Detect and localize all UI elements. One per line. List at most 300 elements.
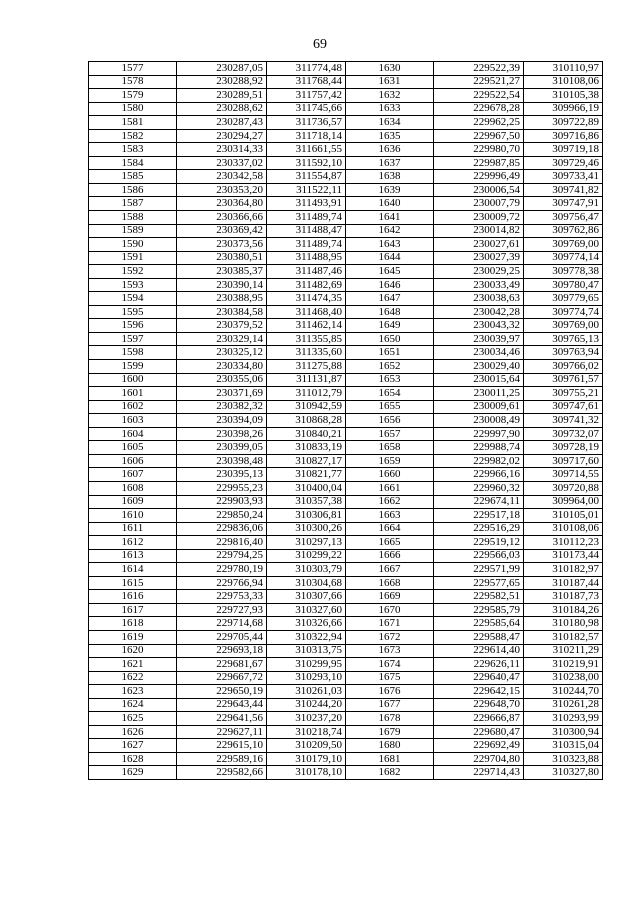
- y-coordinate-cell: 309769,00: [524, 238, 603, 252]
- y-coordinate-cell: 311745,66: [267, 102, 346, 116]
- y-coordinate-cell: 309733,41: [524, 170, 603, 184]
- point-number-cell: 1622: [89, 671, 177, 685]
- x-coordinate-cell: 230287,05: [177, 62, 267, 76]
- y-coordinate-cell: 309762,86: [524, 224, 603, 238]
- x-coordinate-cell: 230353,20: [177, 183, 267, 197]
- y-coordinate-cell: 309766,02: [524, 360, 603, 374]
- table-row: [89, 387, 603, 401]
- y-coordinate-cell: 310209,50: [267, 739, 346, 753]
- table-row: [89, 739, 603, 753]
- point-number-cell: 1648: [346, 305, 434, 319]
- y-coordinate-cell: 310261,28: [524, 698, 603, 712]
- point-number-cell: 1578: [89, 75, 177, 89]
- y-coordinate-cell: 309747,61: [524, 400, 603, 414]
- x-coordinate-cell: 229627,11: [177, 725, 267, 739]
- table-row: [89, 685, 603, 699]
- y-coordinate-cell: 310238,00: [524, 671, 603, 685]
- x-coordinate-cell: 230289,51: [177, 89, 267, 103]
- y-coordinate-cell: 311768,44: [267, 75, 346, 89]
- x-coordinate-cell: 230006,54: [434, 183, 524, 197]
- x-coordinate-cell: 229522,54: [434, 89, 524, 103]
- point-number-cell: 1582: [89, 129, 177, 143]
- x-coordinate-cell: 230395,13: [177, 468, 267, 482]
- table-row: [89, 400, 603, 414]
- y-coordinate-cell: 311493,91: [267, 197, 346, 211]
- y-coordinate-cell: 309716,86: [524, 129, 603, 143]
- x-coordinate-cell: 229727,93: [177, 603, 267, 617]
- x-coordinate-cell: 230015,64: [434, 373, 524, 387]
- point-number-cell: 1627: [89, 739, 177, 753]
- y-coordinate-cell: 310827,17: [267, 454, 346, 468]
- y-coordinate-cell: 310304,68: [267, 576, 346, 590]
- point-number-cell: 1630: [346, 62, 434, 76]
- y-coordinate-cell: 310105,01: [524, 509, 603, 523]
- x-coordinate-cell: 229988,74: [434, 441, 524, 455]
- table-row: [89, 319, 603, 333]
- point-number-cell: 1672: [346, 630, 434, 644]
- table-row: [89, 75, 603, 89]
- x-coordinate-cell: 229640,47: [434, 671, 524, 685]
- x-coordinate-cell: 229967,50: [434, 129, 524, 143]
- point-number-cell: 1682: [346, 766, 434, 780]
- table-row: [89, 197, 603, 211]
- y-coordinate-cell: 309780,47: [524, 278, 603, 292]
- x-coordinate-cell: 230388,95: [177, 292, 267, 306]
- point-number-cell: 1657: [346, 427, 434, 441]
- x-coordinate-cell: 229960,32: [434, 481, 524, 495]
- coordinates-table-body: [89, 62, 603, 780]
- y-coordinate-cell: 310322,94: [267, 630, 346, 644]
- y-coordinate-cell: 310323,88: [524, 752, 603, 766]
- y-coordinate-cell: 310299,95: [267, 658, 346, 672]
- y-coordinate-cell: 310182,57: [524, 630, 603, 644]
- y-coordinate-cell: 309720,88: [524, 481, 603, 495]
- point-number-cell: 1662: [346, 495, 434, 509]
- point-number-cell: 1593: [89, 278, 177, 292]
- point-number-cell: 1654: [346, 387, 434, 401]
- table-row: [89, 143, 603, 157]
- point-number-cell: 1633: [346, 102, 434, 116]
- x-coordinate-cell: 230364,80: [177, 197, 267, 211]
- y-coordinate-cell: 309728,19: [524, 441, 603, 455]
- coordinates-table: [88, 61, 603, 780]
- table-row: [89, 265, 603, 279]
- x-coordinate-cell: 230325,12: [177, 346, 267, 360]
- table-row: [89, 698, 603, 712]
- table-row: [89, 116, 603, 130]
- y-coordinate-cell: 310179,10: [267, 752, 346, 766]
- point-number-cell: 1641: [346, 211, 434, 225]
- table-row: [89, 495, 603, 509]
- y-coordinate-cell: 309774,74: [524, 305, 603, 319]
- x-coordinate-cell: 229681,67: [177, 658, 267, 672]
- x-coordinate-cell: 230288,62: [177, 102, 267, 116]
- y-coordinate-cell: 310180,98: [524, 617, 603, 631]
- point-number-cell: 1680: [346, 739, 434, 753]
- y-coordinate-cell: 310297,13: [267, 536, 346, 550]
- x-coordinate-cell: 229566,03: [434, 549, 524, 563]
- page-number: 69: [313, 37, 327, 52]
- x-coordinate-cell: 229582,51: [434, 590, 524, 604]
- point-number-cell: 1669: [346, 590, 434, 604]
- x-coordinate-cell: 229962,25: [434, 116, 524, 130]
- table-row: [89, 603, 603, 617]
- table-row: [89, 305, 603, 319]
- point-number-cell: 1597: [89, 332, 177, 346]
- point-number-cell: 1676: [346, 685, 434, 699]
- point-number-cell: 1588: [89, 211, 177, 225]
- y-coordinate-cell: 310218,74: [267, 725, 346, 739]
- x-coordinate-cell: 230007,79: [434, 197, 524, 211]
- y-coordinate-cell: 309779,65: [524, 292, 603, 306]
- point-number-cell: 1616: [89, 590, 177, 604]
- y-coordinate-cell: 310112,23: [524, 536, 603, 550]
- point-number-cell: 1665: [346, 536, 434, 550]
- y-coordinate-cell: 310840,21: [267, 427, 346, 441]
- y-coordinate-cell: 311661,55: [267, 143, 346, 157]
- point-number-cell: 1668: [346, 576, 434, 590]
- point-number-cell: 1608: [89, 481, 177, 495]
- y-coordinate-cell: 309763,94: [524, 346, 603, 360]
- x-coordinate-cell: 229704,80: [434, 752, 524, 766]
- table-row: [89, 360, 603, 374]
- point-number-cell: 1605: [89, 441, 177, 455]
- y-coordinate-cell: 311488,95: [267, 251, 346, 265]
- x-coordinate-cell: 230029,25: [434, 265, 524, 279]
- y-coordinate-cell: 310187,44: [524, 576, 603, 590]
- table-row: [89, 332, 603, 346]
- x-coordinate-cell: 230390,14: [177, 278, 267, 292]
- point-number-cell: 1674: [346, 658, 434, 672]
- x-coordinate-cell: 230288,92: [177, 75, 267, 89]
- x-coordinate-cell: 229816,40: [177, 536, 267, 550]
- point-number-cell: 1634: [346, 116, 434, 130]
- y-coordinate-cell: 309774,14: [524, 251, 603, 265]
- point-number-cell: 1664: [346, 522, 434, 536]
- point-number-cell: 1652: [346, 360, 434, 374]
- x-coordinate-cell: 230039,97: [434, 332, 524, 346]
- x-coordinate-cell: 229516,29: [434, 522, 524, 536]
- point-number-cell: 1623: [89, 685, 177, 699]
- x-coordinate-cell: 229614,40: [434, 644, 524, 658]
- x-coordinate-cell: 230369,42: [177, 224, 267, 238]
- y-coordinate-cell: 309765,13: [524, 332, 603, 346]
- table-row: [89, 373, 603, 387]
- x-coordinate-cell: 230027,61: [434, 238, 524, 252]
- point-number-cell: 1609: [89, 495, 177, 509]
- y-coordinate-cell: 311275,88: [267, 360, 346, 374]
- x-coordinate-cell: 229585,79: [434, 603, 524, 617]
- x-coordinate-cell: 229517,18: [434, 509, 524, 523]
- point-number-cell: 1658: [346, 441, 434, 455]
- x-coordinate-cell: 230033,49: [434, 278, 524, 292]
- point-number-cell: 1667: [346, 563, 434, 577]
- point-number-cell: 1670: [346, 603, 434, 617]
- y-coordinate-cell: 309714,55: [524, 468, 603, 482]
- x-coordinate-cell: 229980,70: [434, 143, 524, 157]
- y-coordinate-cell: 309964,00: [524, 495, 603, 509]
- point-number-cell: 1640: [346, 197, 434, 211]
- y-coordinate-cell: 310327,80: [524, 766, 603, 780]
- y-coordinate-cell: 309729,46: [524, 156, 603, 170]
- point-number-cell: 1626: [89, 725, 177, 739]
- x-coordinate-cell: 230314,33: [177, 143, 267, 157]
- y-coordinate-cell: 309717,60: [524, 454, 603, 468]
- y-coordinate-cell: 310211,29: [524, 644, 603, 658]
- point-number-cell: 1635: [346, 129, 434, 143]
- point-number-cell: 1587: [89, 197, 177, 211]
- y-coordinate-cell: 311468,40: [267, 305, 346, 319]
- table-row: [89, 576, 603, 590]
- y-coordinate-cell: 311736,57: [267, 116, 346, 130]
- x-coordinate-cell: 230042,28: [434, 305, 524, 319]
- y-coordinate-cell: 310105,38: [524, 89, 603, 103]
- x-coordinate-cell: 229585,64: [434, 617, 524, 631]
- y-coordinate-cell: 310303,79: [267, 563, 346, 577]
- x-coordinate-cell: 229643,44: [177, 698, 267, 712]
- point-number-cell: 1659: [346, 454, 434, 468]
- x-coordinate-cell: 229519,12: [434, 536, 524, 550]
- x-coordinate-cell: 230399,05: [177, 441, 267, 455]
- point-number-cell: 1619: [89, 630, 177, 644]
- table-row: [89, 129, 603, 143]
- table-row: [89, 211, 603, 225]
- y-coordinate-cell: 311718,14: [267, 129, 346, 143]
- table-row: [89, 414, 603, 428]
- x-coordinate-cell: 229667,72: [177, 671, 267, 685]
- point-number-cell: 1581: [89, 116, 177, 130]
- y-coordinate-cell: 311131,87: [267, 373, 346, 387]
- x-coordinate-cell: 230384,58: [177, 305, 267, 319]
- x-coordinate-cell: 229836,06: [177, 522, 267, 536]
- y-coordinate-cell: 309732,07: [524, 427, 603, 441]
- table-row: [89, 346, 603, 360]
- x-coordinate-cell: 229648,70: [434, 698, 524, 712]
- y-coordinate-cell: 310182,97: [524, 563, 603, 577]
- point-number-cell: 1602: [89, 400, 177, 414]
- point-number-cell: 1628: [89, 752, 177, 766]
- point-number-cell: 1595: [89, 305, 177, 319]
- point-number-cell: 1577: [89, 62, 177, 76]
- point-number-cell: 1580: [89, 102, 177, 116]
- x-coordinate-cell: 230398,48: [177, 454, 267, 468]
- point-number-cell: 1590: [89, 238, 177, 252]
- point-number-cell: 1655: [346, 400, 434, 414]
- point-number-cell: 1591: [89, 251, 177, 265]
- table-row: [89, 671, 603, 685]
- x-coordinate-cell: 230043,32: [434, 319, 524, 333]
- x-coordinate-cell: 229680,47: [434, 725, 524, 739]
- x-coordinate-cell: 230008,49: [434, 414, 524, 428]
- y-coordinate-cell: 311488,47: [267, 224, 346, 238]
- y-coordinate-cell: 309741,32: [524, 414, 603, 428]
- point-number-cell: 1663: [346, 509, 434, 523]
- y-coordinate-cell: 310237,20: [267, 712, 346, 726]
- y-coordinate-cell: 310293,99: [524, 712, 603, 726]
- x-coordinate-cell: 230011,25: [434, 387, 524, 401]
- x-coordinate-cell: 229650,19: [177, 685, 267, 699]
- x-coordinate-cell: 229521,27: [434, 75, 524, 89]
- y-coordinate-cell: 310108,06: [524, 75, 603, 89]
- point-number-cell: 1620: [89, 644, 177, 658]
- x-coordinate-cell: 229577,65: [434, 576, 524, 590]
- table-row: [89, 183, 603, 197]
- y-coordinate-cell: 310313,75: [267, 644, 346, 658]
- y-coordinate-cell: 309747,91: [524, 197, 603, 211]
- point-number-cell: 1677: [346, 698, 434, 712]
- x-coordinate-cell: 230380,51: [177, 251, 267, 265]
- point-number-cell: 1650: [346, 332, 434, 346]
- point-number-cell: 1621: [89, 658, 177, 672]
- table-row: [89, 549, 603, 563]
- table-row: [89, 509, 603, 523]
- y-coordinate-cell: 309761,57: [524, 373, 603, 387]
- point-number-cell: 1589: [89, 224, 177, 238]
- x-coordinate-cell: 230287,43: [177, 116, 267, 130]
- x-coordinate-cell: 229522,39: [434, 62, 524, 76]
- x-coordinate-cell: 230029,40: [434, 360, 524, 374]
- x-coordinate-cell: 229626,11: [434, 658, 524, 672]
- y-coordinate-cell: 310326,66: [267, 617, 346, 631]
- y-coordinate-cell: 310357,38: [267, 495, 346, 509]
- y-coordinate-cell: 310299,22: [267, 549, 346, 563]
- y-coordinate-cell: 310833,19: [267, 441, 346, 455]
- point-number-cell: 1647: [346, 292, 434, 306]
- table-row: [89, 89, 603, 103]
- point-number-cell: 1656: [346, 414, 434, 428]
- x-coordinate-cell: 230337,02: [177, 156, 267, 170]
- point-number-cell: 1632: [346, 89, 434, 103]
- table-row: [89, 224, 603, 238]
- y-coordinate-cell: 310306,81: [267, 509, 346, 523]
- x-coordinate-cell: 229850,24: [177, 509, 267, 523]
- point-number-cell: 1604: [89, 427, 177, 441]
- y-coordinate-cell: 310178,10: [267, 766, 346, 780]
- point-number-cell: 1618: [89, 617, 177, 631]
- point-number-cell: 1610: [89, 509, 177, 523]
- point-number-cell: 1666: [346, 549, 434, 563]
- x-coordinate-cell: 230394,09: [177, 414, 267, 428]
- y-coordinate-cell: 311487,46: [267, 265, 346, 279]
- x-coordinate-cell: 229714,68: [177, 617, 267, 631]
- y-coordinate-cell: 311482,69: [267, 278, 346, 292]
- table-row: [89, 278, 603, 292]
- x-coordinate-cell: 229705,44: [177, 630, 267, 644]
- x-coordinate-cell: 230014,82: [434, 224, 524, 238]
- y-coordinate-cell: 310219,91: [524, 658, 603, 672]
- x-coordinate-cell: 230009,61: [434, 400, 524, 414]
- x-coordinate-cell: 229692,49: [434, 739, 524, 753]
- x-coordinate-cell: 230379,52: [177, 319, 267, 333]
- y-coordinate-cell: 309722,89: [524, 116, 603, 130]
- point-number-cell: 1643: [346, 238, 434, 252]
- x-coordinate-cell: 230385,37: [177, 265, 267, 279]
- table-row: [89, 725, 603, 739]
- x-coordinate-cell: 229714,43: [434, 766, 524, 780]
- point-number-cell: 1638: [346, 170, 434, 184]
- point-number-cell: 1660: [346, 468, 434, 482]
- point-number-cell: 1584: [89, 156, 177, 170]
- x-coordinate-cell: 229582,66: [177, 766, 267, 780]
- point-number-cell: 1607: [89, 468, 177, 482]
- point-number-cell: 1653: [346, 373, 434, 387]
- point-number-cell: 1644: [346, 251, 434, 265]
- point-number-cell: 1646: [346, 278, 434, 292]
- x-coordinate-cell: 229678,28: [434, 102, 524, 116]
- x-coordinate-cell: 229903,93: [177, 495, 267, 509]
- x-coordinate-cell: 229693,18: [177, 644, 267, 658]
- table-row: [89, 251, 603, 265]
- table-row: [89, 238, 603, 252]
- x-coordinate-cell: 229982,02: [434, 454, 524, 468]
- y-coordinate-cell: 311489,74: [267, 211, 346, 225]
- table-row: [89, 170, 603, 184]
- y-coordinate-cell: 310300,94: [524, 725, 603, 739]
- x-coordinate-cell: 229571,99: [434, 563, 524, 577]
- point-number-cell: 1642: [346, 224, 434, 238]
- y-coordinate-cell: 310327,60: [267, 603, 346, 617]
- point-number-cell: 1629: [89, 766, 177, 780]
- point-number-cell: 1636: [346, 143, 434, 157]
- table-row: [89, 712, 603, 726]
- y-coordinate-cell: 311592,10: [267, 156, 346, 170]
- table-row: [89, 292, 603, 306]
- point-number-cell: 1603: [89, 414, 177, 428]
- y-coordinate-cell: 310315,04: [524, 739, 603, 753]
- x-coordinate-cell: 230009,72: [434, 211, 524, 225]
- x-coordinate-cell: 229996,49: [434, 170, 524, 184]
- y-coordinate-cell: 310261,03: [267, 685, 346, 699]
- point-number-cell: 1624: [89, 698, 177, 712]
- point-number-cell: 1645: [346, 265, 434, 279]
- point-number-cell: 1601: [89, 387, 177, 401]
- table-row: [89, 590, 603, 604]
- point-number-cell: 1661: [346, 481, 434, 495]
- table-row: [89, 617, 603, 631]
- x-coordinate-cell: 229642,15: [434, 685, 524, 699]
- point-number-cell: 1600: [89, 373, 177, 387]
- x-coordinate-cell: 230366,66: [177, 211, 267, 225]
- table-row: [89, 468, 603, 482]
- point-number-cell: 1639: [346, 183, 434, 197]
- point-number-cell: 1625: [89, 712, 177, 726]
- point-number-cell: 1678: [346, 712, 434, 726]
- table-row: [89, 563, 603, 577]
- table-row: [89, 427, 603, 441]
- table-row: [89, 658, 603, 672]
- table-row: [89, 644, 603, 658]
- y-coordinate-cell: 311335,60: [267, 346, 346, 360]
- y-coordinate-cell: 309719,18: [524, 143, 603, 157]
- x-coordinate-cell: 230334,80: [177, 360, 267, 374]
- point-number-cell: 1586: [89, 183, 177, 197]
- point-number-cell: 1675: [346, 671, 434, 685]
- y-coordinate-cell: 311489,74: [267, 238, 346, 252]
- y-coordinate-cell: 311355,85: [267, 332, 346, 346]
- y-coordinate-cell: 310244,70: [524, 685, 603, 699]
- point-number-cell: 1615: [89, 576, 177, 590]
- x-coordinate-cell: 230342,58: [177, 170, 267, 184]
- point-number-cell: 1594: [89, 292, 177, 306]
- y-coordinate-cell: 310400,04: [267, 481, 346, 495]
- x-coordinate-cell: 229674,11: [434, 495, 524, 509]
- y-coordinate-cell: 311474,35: [267, 292, 346, 306]
- x-coordinate-cell: 229666,87: [434, 712, 524, 726]
- table-row: [89, 156, 603, 170]
- x-coordinate-cell: 230027,39: [434, 251, 524, 265]
- y-coordinate-cell: 310187,73: [524, 590, 603, 604]
- y-coordinate-cell: 309778,38: [524, 265, 603, 279]
